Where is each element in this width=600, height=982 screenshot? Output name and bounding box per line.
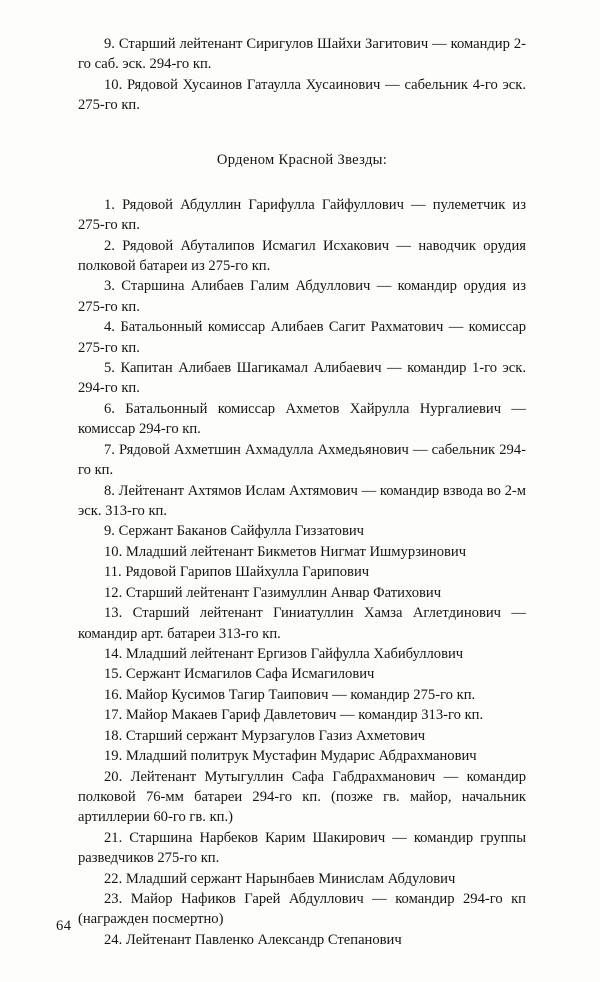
list-item: 18. Старший сержант Мурзагулов Газиз Ахметович: [104, 727, 426, 744]
list-item: 8. Лейтенант Ахтямов Ислам Ахтямович — командир взвода во 2-м эск. 313-го кп.: [78, 482, 526, 520]
list-item: 23. Майор Нафиков Гарей Абдуллович — командир 294-го кп (награжден посмертно): [78, 891, 526, 928]
list-item: 19. Младший политрук Мустафин Мударис Абдрахманович: [104, 748, 477, 765]
list-item: 16. Майор Кусимов Тагир Таипович — командир 275-го кп.: [104, 686, 476, 703]
top-entry-list: [78, 34, 526, 116]
list-item: 2. Рядовой Абуталипов Исмагил Исхакович — наводчик орудия полковой батареи из 275-го кп.: [78, 237, 526, 274]
list-item: 17. Майор Макаев Гариф Давлетович — командир 313-го кп.: [104, 707, 484, 724]
list-item: 10. Младший лейтенант Бикметов Нигмат Ишмурзинович: [104, 543, 467, 560]
list-item: 21. Старшина Нарбеков Карим Шакирович — командир группы разведчиков 275-го кп.: [78, 829, 526, 867]
section-heading: Орденом Красной Звезды:: [216, 151, 388, 168]
list-item: 14. Младший лейтенант Ергизов Гайфулла Хабибуллович: [104, 645, 464, 662]
list-item: 5. Капитан Алибаев Шагикамал Алибаевич — командир 1-го эск. 294-го кп.: [78, 360, 526, 397]
heading-spacer: [78, 169, 526, 195]
section-spacer: [78, 116, 526, 152]
list-item: 9. Сержант Баканов Сайфулла Гиззатович: [104, 523, 365, 540]
list-item: 9. Старший лейтенант Сиригулов Шайхи Загитович — командир 2-го саб. эск. 294-го кп.: [78, 36, 526, 73]
list-item: 13. Старший лейтенант Гиниатуллин Хамза Аглетдинович — командир арт. батареи 313-го кп.: [78, 605, 526, 642]
list-item: 7. Рядовой Ахметшин Ахмадулла Ахмедьянович — сабельник 294-го кп.: [78, 441, 526, 479]
list-item: 20. Лейтенант Мутыгуллин Сафа Габдрахманович — командир полковой 76-мм батареи 294-го кп. (позже гв. майор, начальник артиллерии 60-го гв. кп.): [78, 768, 526, 826]
list-item: 4. Батальонный комиссар Алибаев Сагит Рахматович — комиссар 275-го кп.: [78, 319, 526, 356]
list-item: 1. Рядовой Абдуллин Гарифулла Гайфуллович — пулеметчик из 275-го кп.: [78, 196, 526, 234]
list-item: 11. Рядовой Гарипов Шайхулла Гарипович: [104, 564, 370, 581]
text-column: [78, 34, 526, 950]
list-item: 22. Младший сержант Нарынбаев Минислам Абдулович: [104, 870, 456, 887]
page-number: 64: [56, 918, 72, 934]
award-entry-list: [78, 195, 526, 951]
list-item: 24. Лейтенант Павленко Александр Степанович: [104, 931, 402, 948]
list-item: 3. Старшина Алибаев Галим Абдуллович — командир орудия из 275-го кп.: [78, 278, 526, 315]
list-item: 6. Батальонный комиссар Ахметов Хайрулла Нургалиевич — комиссар 294-го кп.: [78, 400, 526, 438]
list-item: 12. Старший лейтенант Газимуллин Анвар Фатихович: [104, 584, 442, 601]
list-item: 10. Рядовой Хусаинов Гатаулла Хусаинович — сабельник 4-го эск. 275-го кп.: [78, 76, 526, 114]
list-item: 15. Сержант Исмагилов Сафа Исмагилович: [104, 666, 375, 683]
